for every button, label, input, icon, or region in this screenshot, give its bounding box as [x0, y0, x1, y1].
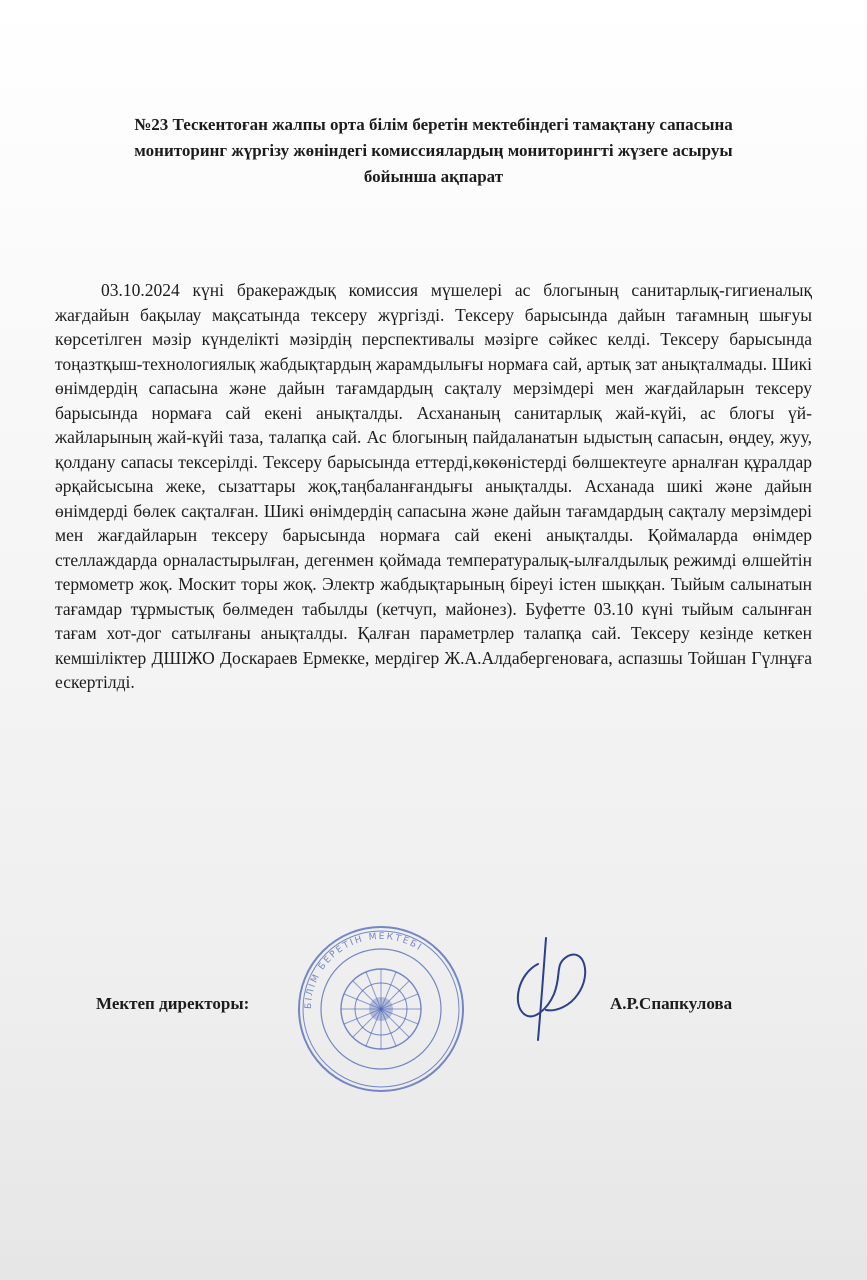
- document-title: [40, 112, 827, 190]
- signature-graphic: [508, 934, 594, 1044]
- official-seal: [296, 924, 466, 1094]
- seal-graphic: [296, 924, 466, 1094]
- handwritten-signature: [508, 934, 594, 1044]
- svg-text:БІЛІМ БЕРЕТІН МЕКТЕБІ: БІЛІМ БЕРЕТІН МЕКТЕБІ: [303, 931, 425, 1010]
- signer-name: А.Р.Спапкулова: [610, 994, 733, 1013]
- title-line-3: бойынша ақпарат: [363, 167, 504, 186]
- body-paragraph: 03.10.2024 күні бракераждық комиссия мүшелері ас блогының санитарлық-гигиеналық жағдайын бақылау мақсатында тексеру жүргізді. Тексеру барысында дайын тағамның шығуы көрсетілген мәзір күнделікті мәзірдің перспективалы мәзірге сәйкес келді. Тексеру барысында тоңазтқыш-технологиялық жабдықтардың жарамдылығы нормаға сай, артық зат анықталмады. Шикі өнімдердің сапасына және дайын тағамдардың сақталу мерзімдері мен жағдайларын тексеру барысында нормаға сай екені анықталды. Асхананың санитарлық жай-күйі, ас блогы үй-жайларының жай-күйі таза, талапқа сай. Ас блогының пайдаланатын ыдыстың сапасын, өңдеу, жуу, қолдану сапасы тексерілді. Тексеру барысында еттерді,көкөністерді бөлшектеуге арналған құралдар әрқайсысына жеке, сызаттары жоқ,таңбаланғандығы анықталды. Асханада шикі және дайын өнімдерді бөлек сақталған. Шикі өнімдердің сапасына және дайын тағамдардың сақталу мерзімдері мен жағдайларын тексеру барысында нормаға сай екені анықталды. Қоймаларда өнімдер стеллаждарда орналастырылған, дегенмен қоймада температуралық-ылғалдылық режимді өлшейтін термометр жоқ. Москит торы жоқ. Электр жабдықтарының біреуі істен шыққан. Тыйым салынатын тағамдар тұрмыстық бөлмеден табылды (кетчуп, майонез). Буфетте 03.10 күні тыйым салынған тағам хот-дог сатылғаны анықталды. Қалған параметрлер талапқа сай. Тексеру кезінде кеткен кемшіліктер ДШІЖО Доскараев Ермекке, мердігер Ж.А.Алдабергеноваға, аспазшы Тойшан Гүлнұға ескертілді.: [55, 280, 812, 692]
- signature-label: Мектеп директоры:: [96, 994, 250, 1013]
- title-line-2: мониторинг жүргізу жөніндегі комиссиялардың мониторингті жүзеге асыруы: [134, 141, 733, 160]
- title-line-1: №23 Тескентоған жалпы орта білім беретін мектебіндегі тамақтану сапасына: [134, 115, 733, 134]
